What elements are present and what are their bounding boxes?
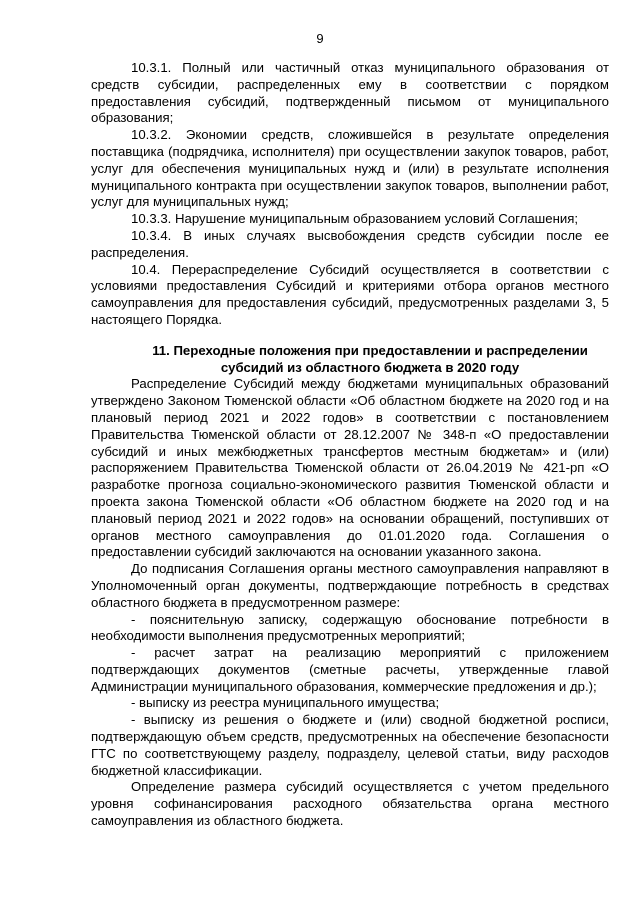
section-heading: 11. Переходные положения при предоставлении и распределении субсидий из областного бюджета в 2020 году <box>152 342 588 375</box>
paragraph-10-4: 10.4. Перераспределение Субсидий осуществляется в соответствии с условиями предоставления Субсидий и критериями отбора органов местного самоуправления для предоставления субсидий, предусмотренных разделами 3, 5 настоящего Порядка. <box>91 261 609 327</box>
paragraph-documents: До подписания Соглашения органы местного самоуправления направляют в Уполномоченный орган документы, подтверждающие потребность в средствах областного бюджета в предусмотренном размере: <box>91 561 609 610</box>
document-body <box>91 60 609 830</box>
paragraph-10-3-4: 10.3.4. В иных случаях высвобождения средств субсидии после ее распределения. <box>91 227 609 260</box>
paragraph-10-3-1: 10.3.1. Полный или частичный отказ муниципального образования от средств субсидии, распределенных ему в соответствии с порядком предоставления субсидий, подтвержденный письмом от муниципального образования; <box>91 60 609 126</box>
list-item-cost-calculation: - расчет затрат на реализацию мероприятий с приложением подтверждающих документов (сметные расчеты, утвержденные главой Администрации муниципального образования, коммерческие предложения и др.); <box>91 645 609 694</box>
list-item-explanatory-note: - пояснительную записку, содержащую обоснование потребности в необходимости выполнения предусмотренных мероприятий; <box>91 611 609 644</box>
paragraph-10-3-2: 10.3.2. Экономии средств, сложившейся в результате определения поставщика (подрядчика, исполнителя) при осуществлении закупок товаров, работ, услуг для обеспечения муниципальных нужд и (или) в результате исполнения муниципального контракта при осуществлении закупок товаров, выполнении работ, услуг для муниципальных нужд; <box>91 127 609 210</box>
list-item-property-register: - выписку из реестра муниципального имущества; <box>131 695 440 711</box>
page-number: 9 <box>316 31 324 46</box>
paragraph-10-3-3: 10.3.3. Нарушение муниципальным образованием условий Соглашения; <box>131 211 579 227</box>
paragraph-cofinancing: Определение размера субсидий осуществляется с учетом предельного уровня софинансирования расходного обязательства органа местного самоуправления из областного бюджета. <box>91 779 609 829</box>
list-item-budget-extract: - выписку из решения о бюджете и (или) сводной бюджетной росписи, подтверждающую объем средств, предусмотренных на обеспечение безопасности ГТС по соответствующему разделу, подразделу, целевой статьи, виду расходов бюджетной классификации. <box>91 712 609 778</box>
paragraph-distribution: Распределение Субсидий между бюджетами муниципальных образований утверждено Законом Тюменской области «Об областном бюджете на 2020 год и на плановый период 2021 и 2022 годов» в соответствии с постановлением Правительства Тюменской области от 28.12.2007 № 348-п «О предоставлении субсидий и иных межбюджетных трансфертов местным бюджетам» и (или) распоряжением Правительства Тюменской области от 26.04.2019 № 421-рп «О разработке прогноза социально-экономического развития Тюменской области и проекта закона Тюменской области «Об областном бюджете на 2020 год и на плановый период 2021 и 2022 годов» на основании обращений, поступивших от органов местного самоуправления до 01.01.2020 года. Соглашения о предоставлении субсидий заключаются на основании указанного закона. <box>91 376 609 560</box>
